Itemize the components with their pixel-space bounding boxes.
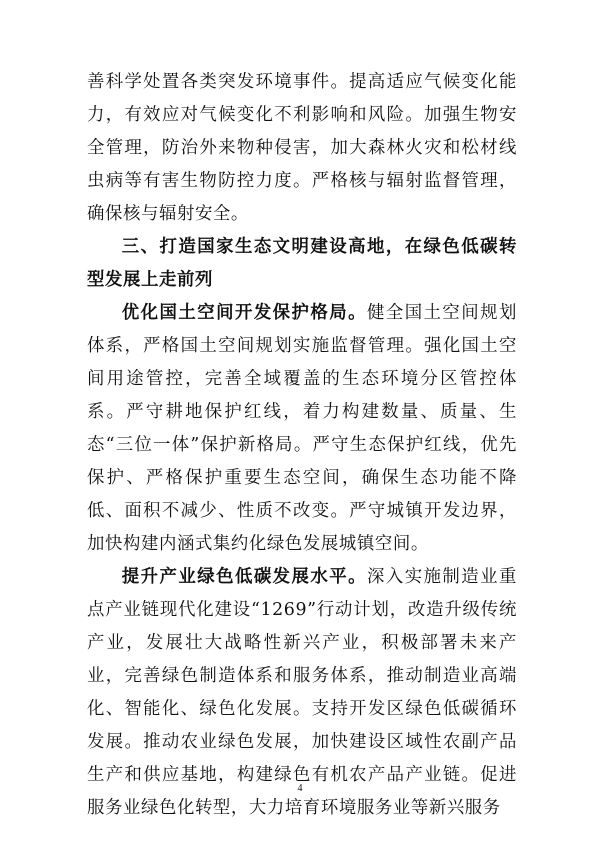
continuation-paragraph: 善科学处置各类突发环境事件。提高适应气候变化能力，有效应对气候变化不利影响和风险。加强生物安全管理，防治外来物种侵害，加大森林火灾和松材线虫病等有害生物防控力度。严格核与辐射监督管理，确保核与辐射安全。 <box>87 72 517 224</box>
paragraph-land-space <box>87 297 517 561</box>
section-heading: 三、打造国家生态文明建设高地，在绿色低碳转型发展上走前列 <box>87 237 517 290</box>
paragraph-body: 健全国土空间规划体系，严格国土空间规划实施监督管理。强化国土空间用途管控，完善全域覆盖的生态环境分区管控体系。严守耕地保护红线，着力构建数量、质量、生态“三位一体”保护新格局。严守生态保护红线，优先保护、严格保护重要生态空间，确保生态功能不降低、面积不减少、性质不改变。严守城镇开发边界，加快构建内涵式集约化绿色发展城镇空间。 <box>87 303 517 554</box>
page-number: 4 <box>297 783 303 794</box>
paragraph-lead: 提升产业绿色低碳发展水平。 <box>121 567 367 587</box>
body-text <box>87 66 517 825</box>
paragraph-lead: 优化国土空间开发保护格局。 <box>121 303 367 323</box>
paragraph-body: 深入实施制造业重点产业链现代化建设“1269”行动计划，改造升级传统产业，发展壮大战略性新兴产业，积极部署未来产业，完善绿色制造体系和服务体系，推动制造业高端化、智能化、绿色化发展。支持开发区绿色低碳循环发展。推动农业绿色发展，加快建设区域性农副产品生产和供应基地，构建绿色有机农产品产业链。促进服务业绿色化转型，大力培育环境服务业等新兴服务 <box>87 567 517 818</box>
